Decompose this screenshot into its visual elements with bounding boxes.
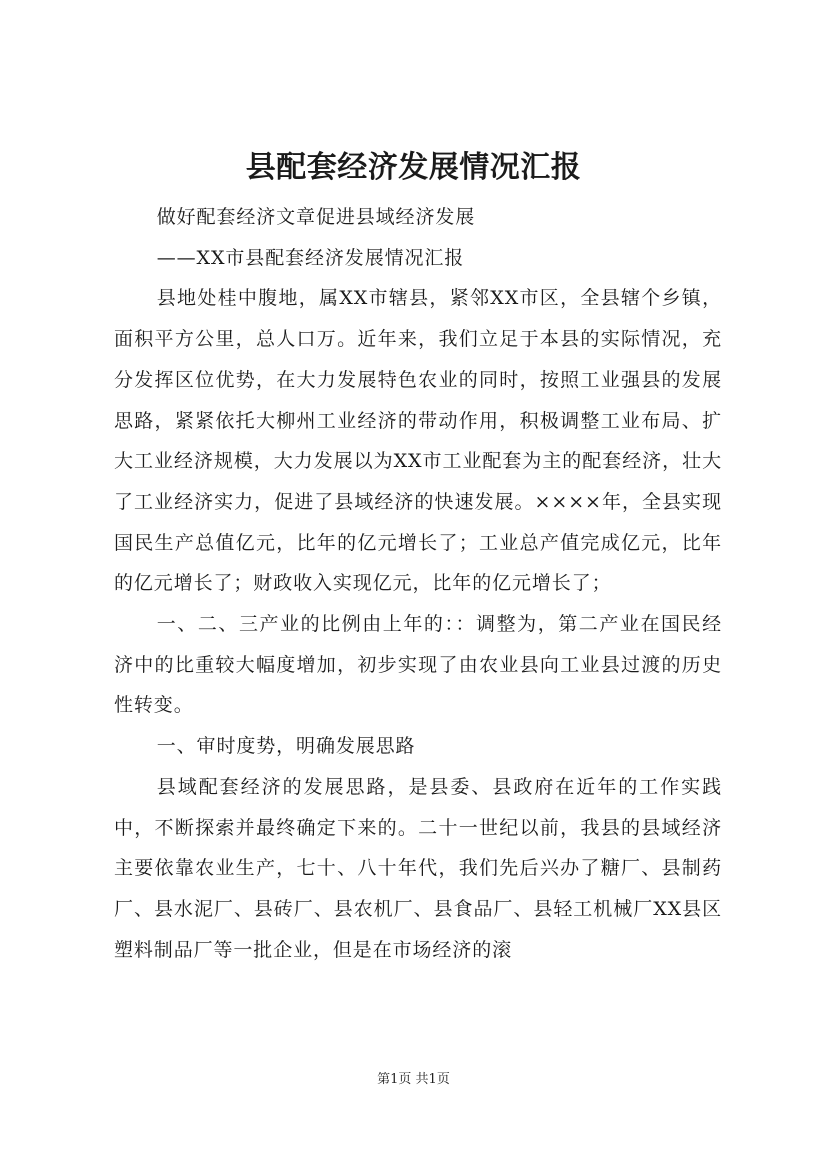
- section-heading: 一、审时度势，明确发展思路: [156, 735, 416, 758]
- body-paragraph: 县域配套经济的发展思路，是县委、县政府在近年的工作实践中，不断探索并最终确定下来的。二十一世纪以前，我县的县域经济主要依靠农业生产，七十、八十年代，我们先后兴办了糖厂、县制药厂、县水泥厂、县砖厂、县农机厂、县食品厂、县轻工机械厂XX县区塑料制品厂等一批企业，但是在市场经济的滚: [114, 775, 722, 961]
- subtitle-line: ——XX市县配套经济发展情况汇报: [156, 246, 465, 269]
- subtitle-line: 做好配套经济文章促进县域经济发展: [156, 206, 476, 228]
- body-paragraph: 一、二、三产业的比例由上年的：：调整为，第二产业在国民经济中的比重较大幅度增加，初步实现了由农业县向工业县过渡的历史性转变。: [114, 613, 722, 717]
- body-paragraph: 县地处桂中腹地，属XX市辖县，紧邻XX市区，全县辖个乡镇，面积平方公里，总人口万。近年来，我们立足于本县的实际情况，充分发挥区位优势，在大力发展特色农业的同时，按照工业强县的发展思路，紧紧依托大柳州工业经济的带动作用，积极调整工业布局、扩大工业经济规模，大力发展以为XX市工业配套为主的配套经济，壮大了工业经济实力，促进了县域经济的快速发展。××××年，全县实现国民生产总值亿元，比年的亿元增长了；工业总产值完成亿元，比年的亿元增长了；财政收入实现亿元，比年的亿元增长了；: [114, 287, 722, 595]
- document-title: 县配套经济发展情况汇报: [245, 150, 582, 185]
- document-body: [114, 197, 722, 970]
- page-footer: 第1页 共1页: [377, 1072, 450, 1087]
